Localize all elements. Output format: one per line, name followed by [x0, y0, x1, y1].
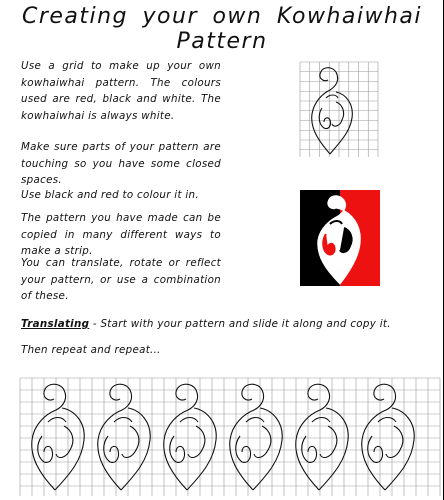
paragraph-touching: Make sure parts of your pattern are touching so you have some closed spaces.: [21, 141, 221, 186]
coloured-koru-example: [300, 190, 380, 286]
translating-instruction: [21, 318, 391, 330]
paragraph-grid: Use a grid to make up your own kowhaiwhai pattern. The colours used are red, black and white. The kowhaiwhai is always white.: [21, 60, 221, 122]
koru-grid-example: [300, 62, 378, 157]
paragraph-copy: The pattern you have made can be copied in many different ways to make a strip.: [21, 212, 221, 257]
paragraph-colour: Use black and red to colour it in.: [21, 189, 199, 201]
paragraph-transform: You can translate, rotate or reflect your pattern, or use a combination of these.: [21, 257, 221, 302]
repeat-text: Then repeat and repeat...: [21, 344, 161, 356]
translation-strip: [20, 378, 440, 496]
translating-term: Translating: [21, 318, 90, 330]
translating-description: - Start with your pattern and slide it along and copy it.: [89, 318, 391, 330]
page-title: Creating your own Kowhaiwhai Pattern: [21, 4, 423, 54]
